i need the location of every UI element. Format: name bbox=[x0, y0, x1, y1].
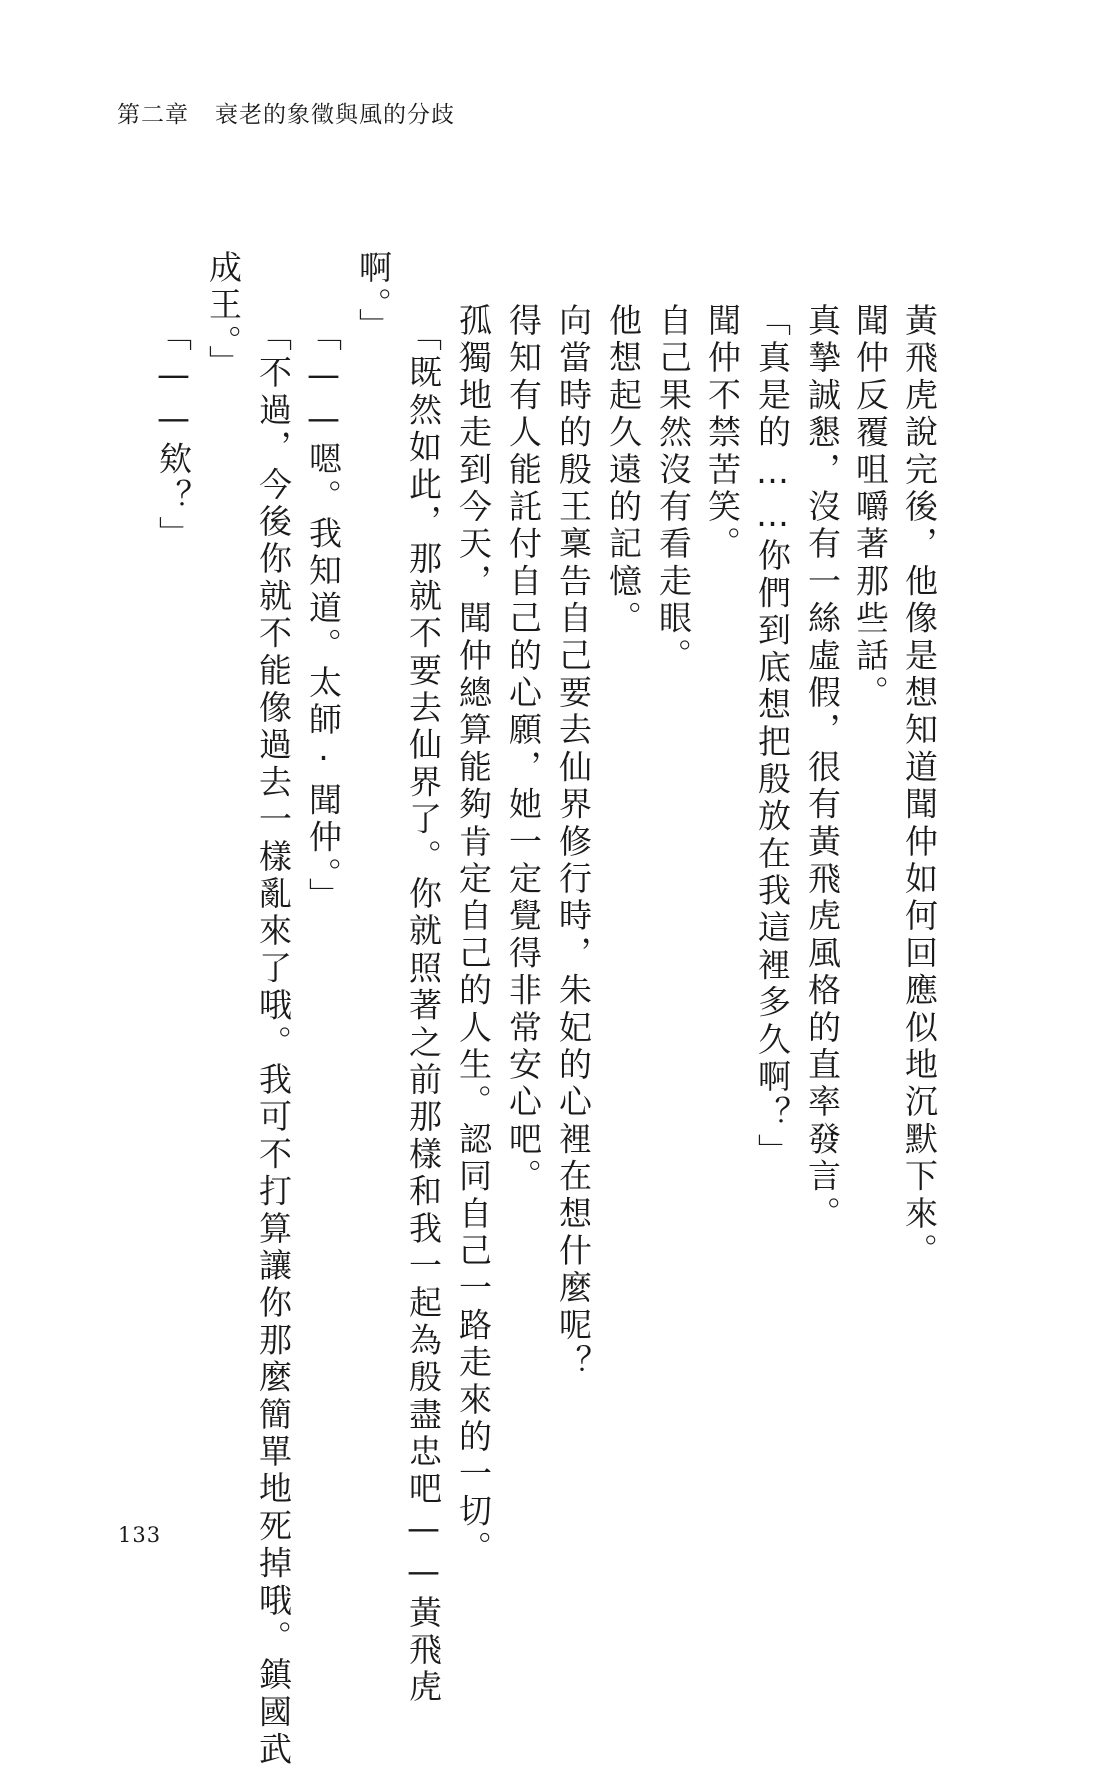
text-column-3: 真摯誠懇，沒有一絲虛假，很有黃飛虎風格的直率發言。 bbox=[803, 303, 842, 1233]
text-column-16: 「——欸？」 bbox=[154, 318, 193, 554]
text-column-1: 黃飛虎說完後，他像是想知道聞仲如何回應似地沉默下來。 bbox=[900, 303, 939, 1271]
text-column-14: 「不過，今後你就不能像過去一樣亂來了哦。我可不打算讓你那麼簡單地死掉哦。鎮國武 bbox=[254, 318, 293, 1769]
text-column-8: 向當時的殷王稟告自己要去仙界修行時，朱妃的心裡在想什麼呢？ bbox=[554, 303, 593, 1382]
text-column-2: 聞仲反覆咀嚼著那些話。 bbox=[851, 303, 890, 713]
text-column-4: 「真是的……你們到底想把殷放在我這裡多久啊？」 bbox=[753, 303, 792, 1171]
text-column-9: 得知有人能託付自己的心願，她一定覺得非常安心吧。 bbox=[504, 303, 543, 1196]
text-column-6: 自己果然沒有看走眼。 bbox=[654, 303, 693, 675]
text-column-12: 啊。」 bbox=[354, 250, 393, 346]
chapter-number: 第二章 bbox=[117, 102, 189, 128]
text-column-5: 聞仲不禁苦笑。 bbox=[703, 303, 742, 564]
text-column-11: 「既然如此，那就不要去仙界了。你就照著之前那樣和我一起為殷盡忠吧——黃飛虎 bbox=[404, 318, 443, 1707]
text-column-7: 他想起久遠的記憶。 bbox=[604, 303, 643, 638]
text-column-13: 「——嗯。我知道。太師‧聞仲。」 bbox=[304, 318, 343, 915]
page-number: 133 bbox=[118, 1523, 162, 1547]
chapter-title: 衰老的象徵與風的分歧 bbox=[215, 102, 455, 128]
running-head bbox=[117, 96, 455, 129]
text-column-15: 成王。」 bbox=[204, 250, 243, 383]
text-column-10: 孤獨地走到今天，聞仲總算能夠肯定自己的人生。認同自己一路走來的一切。 bbox=[454, 303, 493, 1568]
